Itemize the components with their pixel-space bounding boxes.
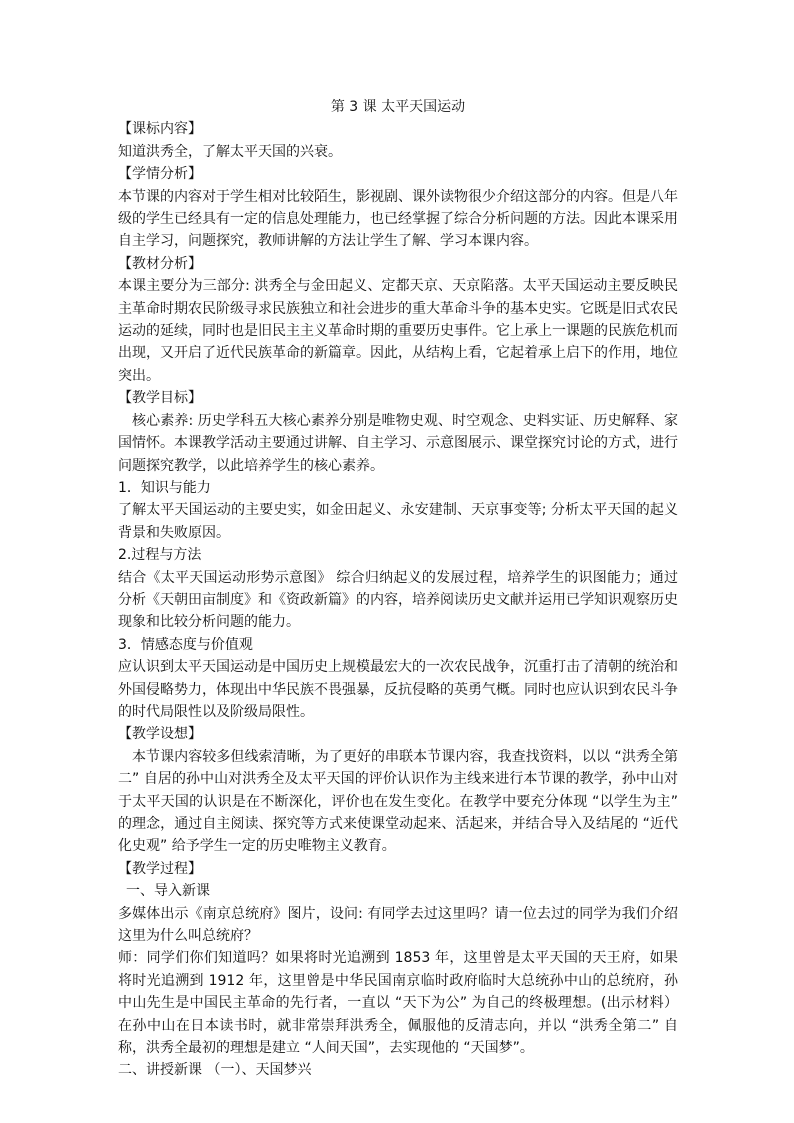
paragraph: 结合《太平天国运动形势示意图》 综合归纳起义的发展过程，培养学生的识图能力；通过分析《天朝田亩制度》和《资政新篇》的内容，培养阅读历史文献并运用已学知识观察历史现象和比较分析问题的能力。 <box>118 569 678 631</box>
section-heading: 【教材分析】 <box>118 255 202 272</box>
section-heading: 2.过程与方法 <box>118 547 202 564</box>
paragraph: 核心素养: 历史学科五大核心素养分别是唯物史观、时空观念、史料实证、历史解释、家国情怀。本课教学活动主要通过讲解、自主学习、示意图展示、课堂探究讨论的方式，进行问题探究教学，以此培养学生的核心素养。 <box>118 412 678 474</box>
section-heading: 3．情感态度与价值观 <box>118 636 253 653</box>
document-body <box>118 118 678 1081</box>
section-heading: 【教学过程】 <box>118 860 202 877</box>
paragraph: 多媒体出示《南京总统府》图片，设问: 有同学去过这里吗？请一位去过的同学为我们介绍这里为什么叫总统府？ <box>118 905 678 945</box>
paragraph: 本节课的内容对于学生相对比较陌生，影视剧、课外读物很少介绍这部分的内容。但是八年级的学生已经具有一定的信息处理能力，也已经掌握了综合分析问题的方法。因此本课采用自主学习，问题探究，教师讲解的方法让学生了解、学习本课内容。 <box>118 188 678 250</box>
paragraph: 本节课内容较多但线索清晰，为了更好的串联本节课内容，我查找资料，以以 “洪秀全第二” 自居的孙中山对洪秀全及太平天国的评价认识作为主线来进行本节课的教学，孙中山对于太平天国的认识是在不断深化，评价也在发生变化。在教学中要充分体现 “以学生为主” 的理念，通过自主阅读、探究等方式来使课堂动起来、活起来，并结合导入及结尾的 “近代化史观” 给予学生一定的历史唯物主义教育。 <box>118 748 678 855</box>
section-heading: 二、讲授新课 （一）、天国梦兴 <box>118 1062 312 1079</box>
section-heading: 【学情分析】 <box>118 166 202 183</box>
section-heading: 1．知识与能力 <box>118 479 211 496</box>
paragraph: 了解太平天国运动的主要史实，如金田起义、永安建制、天京事变等; 分析太平天国的起义背景和失败原因。 <box>118 502 678 541</box>
paragraph: 师：同学们你们知道吗？如果将时光追溯到 1853 年，这里曾是太平天国的天王府，如果将时光追溯到 1912 年，这里曾是中华民国南京临时政府临时大总统孙中山的总统府，孙中山先生是中国民主革命的先行者，一直以 “天下为公” 为自己的终极理想。(出示材料）在孙中山在日本读书时，就非常崇拜洪秀全，佩服他的反清志向，并以 “洪秀全第二” 自称，洪秀全最初的理想是建立 “人间天国”，去实现他的 “天国梦”。 <box>118 950 678 1057</box>
page-title: 第 3 课 太平天国运动 <box>330 99 466 115</box>
paragraph: 知道洪秀全，了解太平天国的兴衰。 <box>118 143 342 160</box>
section-heading: 【教学目标】 <box>118 390 202 407</box>
section-heading: 【课标内容】 <box>118 121 202 138</box>
paragraph: 本课主要分为三部分: 洪秀全与金田起义、定都天京、天京陷落。太平天国运动主要反映民主革命时期农民阶级寻求民族独立和社会进步的重大革命斗争的基本史实。它既是旧式农民运动的延续，同时也是旧民主主义革命时期的重要历史事件。它上承上一课题的民族危机而出现，又开启了近代民族革命的新篇章。因此，从结构上看，它起着承上启下的作用，地位突出。 <box>118 278 678 384</box>
paragraph: 应认识到太平天国运动是中国历史上规模最宏大的一次农民战争，沉重打击了清朝的统治和外国侵略势力，体现出中华民族不畏强暴，反抗侵略的英勇气概。同时也应认识到农民斗争的时代局限性以及阶级局限性。 <box>118 659 678 720</box>
document-page <box>118 96 678 1082</box>
section-heading: 一、导入新课 <box>126 883 210 900</box>
section-heading: 【教学设想】 <box>118 726 202 743</box>
